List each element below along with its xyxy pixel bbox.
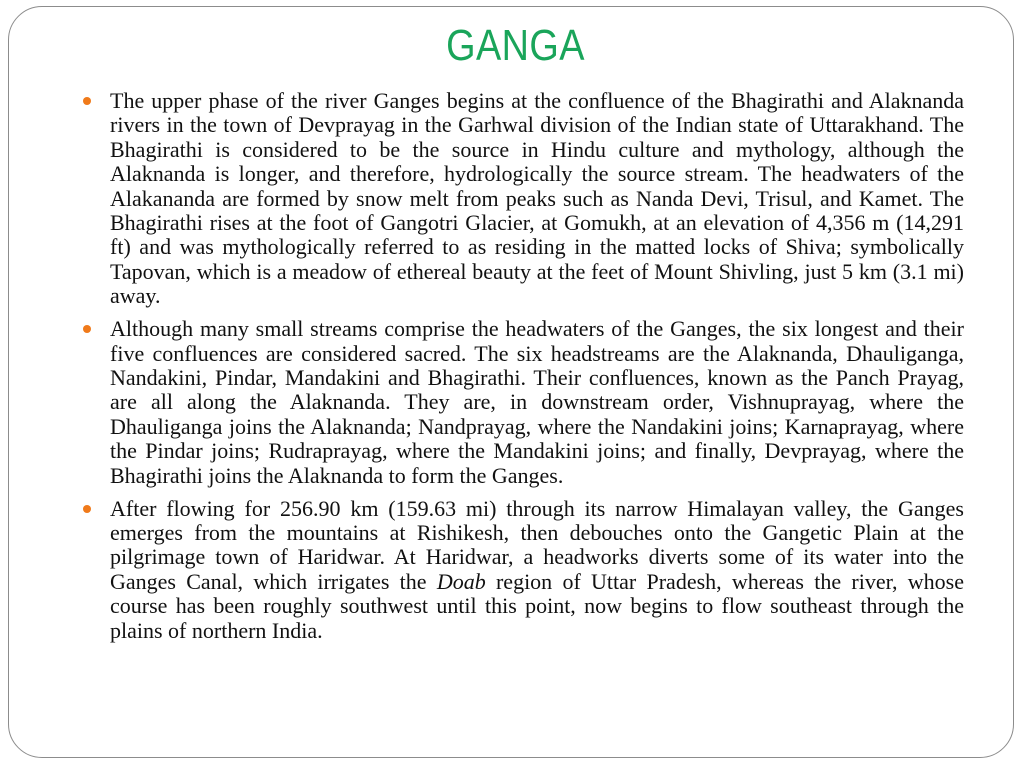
bullet-text-part: region of Uttar Pradesh, whereas the river, whose course has been roughly southwest until this point, now begins to flow southeast through the plains of northern India. [110, 568, 964, 643]
bullet-text: Although many small streams comprise the headwaters of the Ganges, the six longest and their five confluences are considered sacred. The six headstreams are the Alaknanda, Dhauliganga, Nandakini, Pindar, Mandakini and Bhagirathi. Their confluences, known as the Panch Prayag, are all along the Alaknanda. They are, in downstream order, Vishnuprayag, where the Dhauliganga joins the Alaknanda; Nandprayag, where the Nandakini joins; Karnaprayag, where the Pindar joins; Rudraprayag, where the Mandakini joins; and finally, Devprayag, where the Bhagirathi joins the Alaknanda to form the Ganges. [110, 316, 964, 488]
bullet-item [80, 317, 964, 488]
bullet-dot-icon [83, 97, 91, 105]
slide-body [80, 89, 964, 651]
slide-title: GANGA [446, 21, 585, 70]
bullet-text [110, 496, 964, 643]
emphasized-term: Doab [436, 568, 486, 594]
bullet-text-part: After flowing for 256.90 km (159.63 mi) through its narrow Himalayan valley, the Ganges emerges from the mountains at Rishikesh, then debouches onto the Gangetic Plain at the pilgrimage town of Haridwar. At Haridwar, a headworks diverts some of its water into the Ganges Canal, which irrigates the [110, 495, 964, 594]
bullet-dot-icon [83, 505, 91, 513]
bullet-text: The upper phase of the river Ganges begins at the confluence of the Bhagirathi and Alaknanda rivers in the town of Devprayag in the Garhwal division of the Indian state of Uttarakhand. The Bhagirathi is considered to be the source in Hindu culture and mythology, although the Alaknanda is longer, and therefore, hydrologically the source stream. The headwaters of the Alakananda are formed by snow melt from peaks such as Nanda Devi, Trisul, and Kamet. The Bhagirathi rises at the foot of Gangotri Glacier, at Gomukh, at an elevation of 4,356 m (14,291 ft) and was mythologically referred to as residing in the matted locks of Shiva; symbolically Tapovan, which is a meadow of ethereal beauty at the feet of Mount Shivling, just 5 km (3.1 mi) away. [110, 88, 964, 309]
bullet-item [80, 497, 964, 643]
bullet-dot-icon [83, 325, 91, 333]
bullet-item [80, 89, 964, 309]
